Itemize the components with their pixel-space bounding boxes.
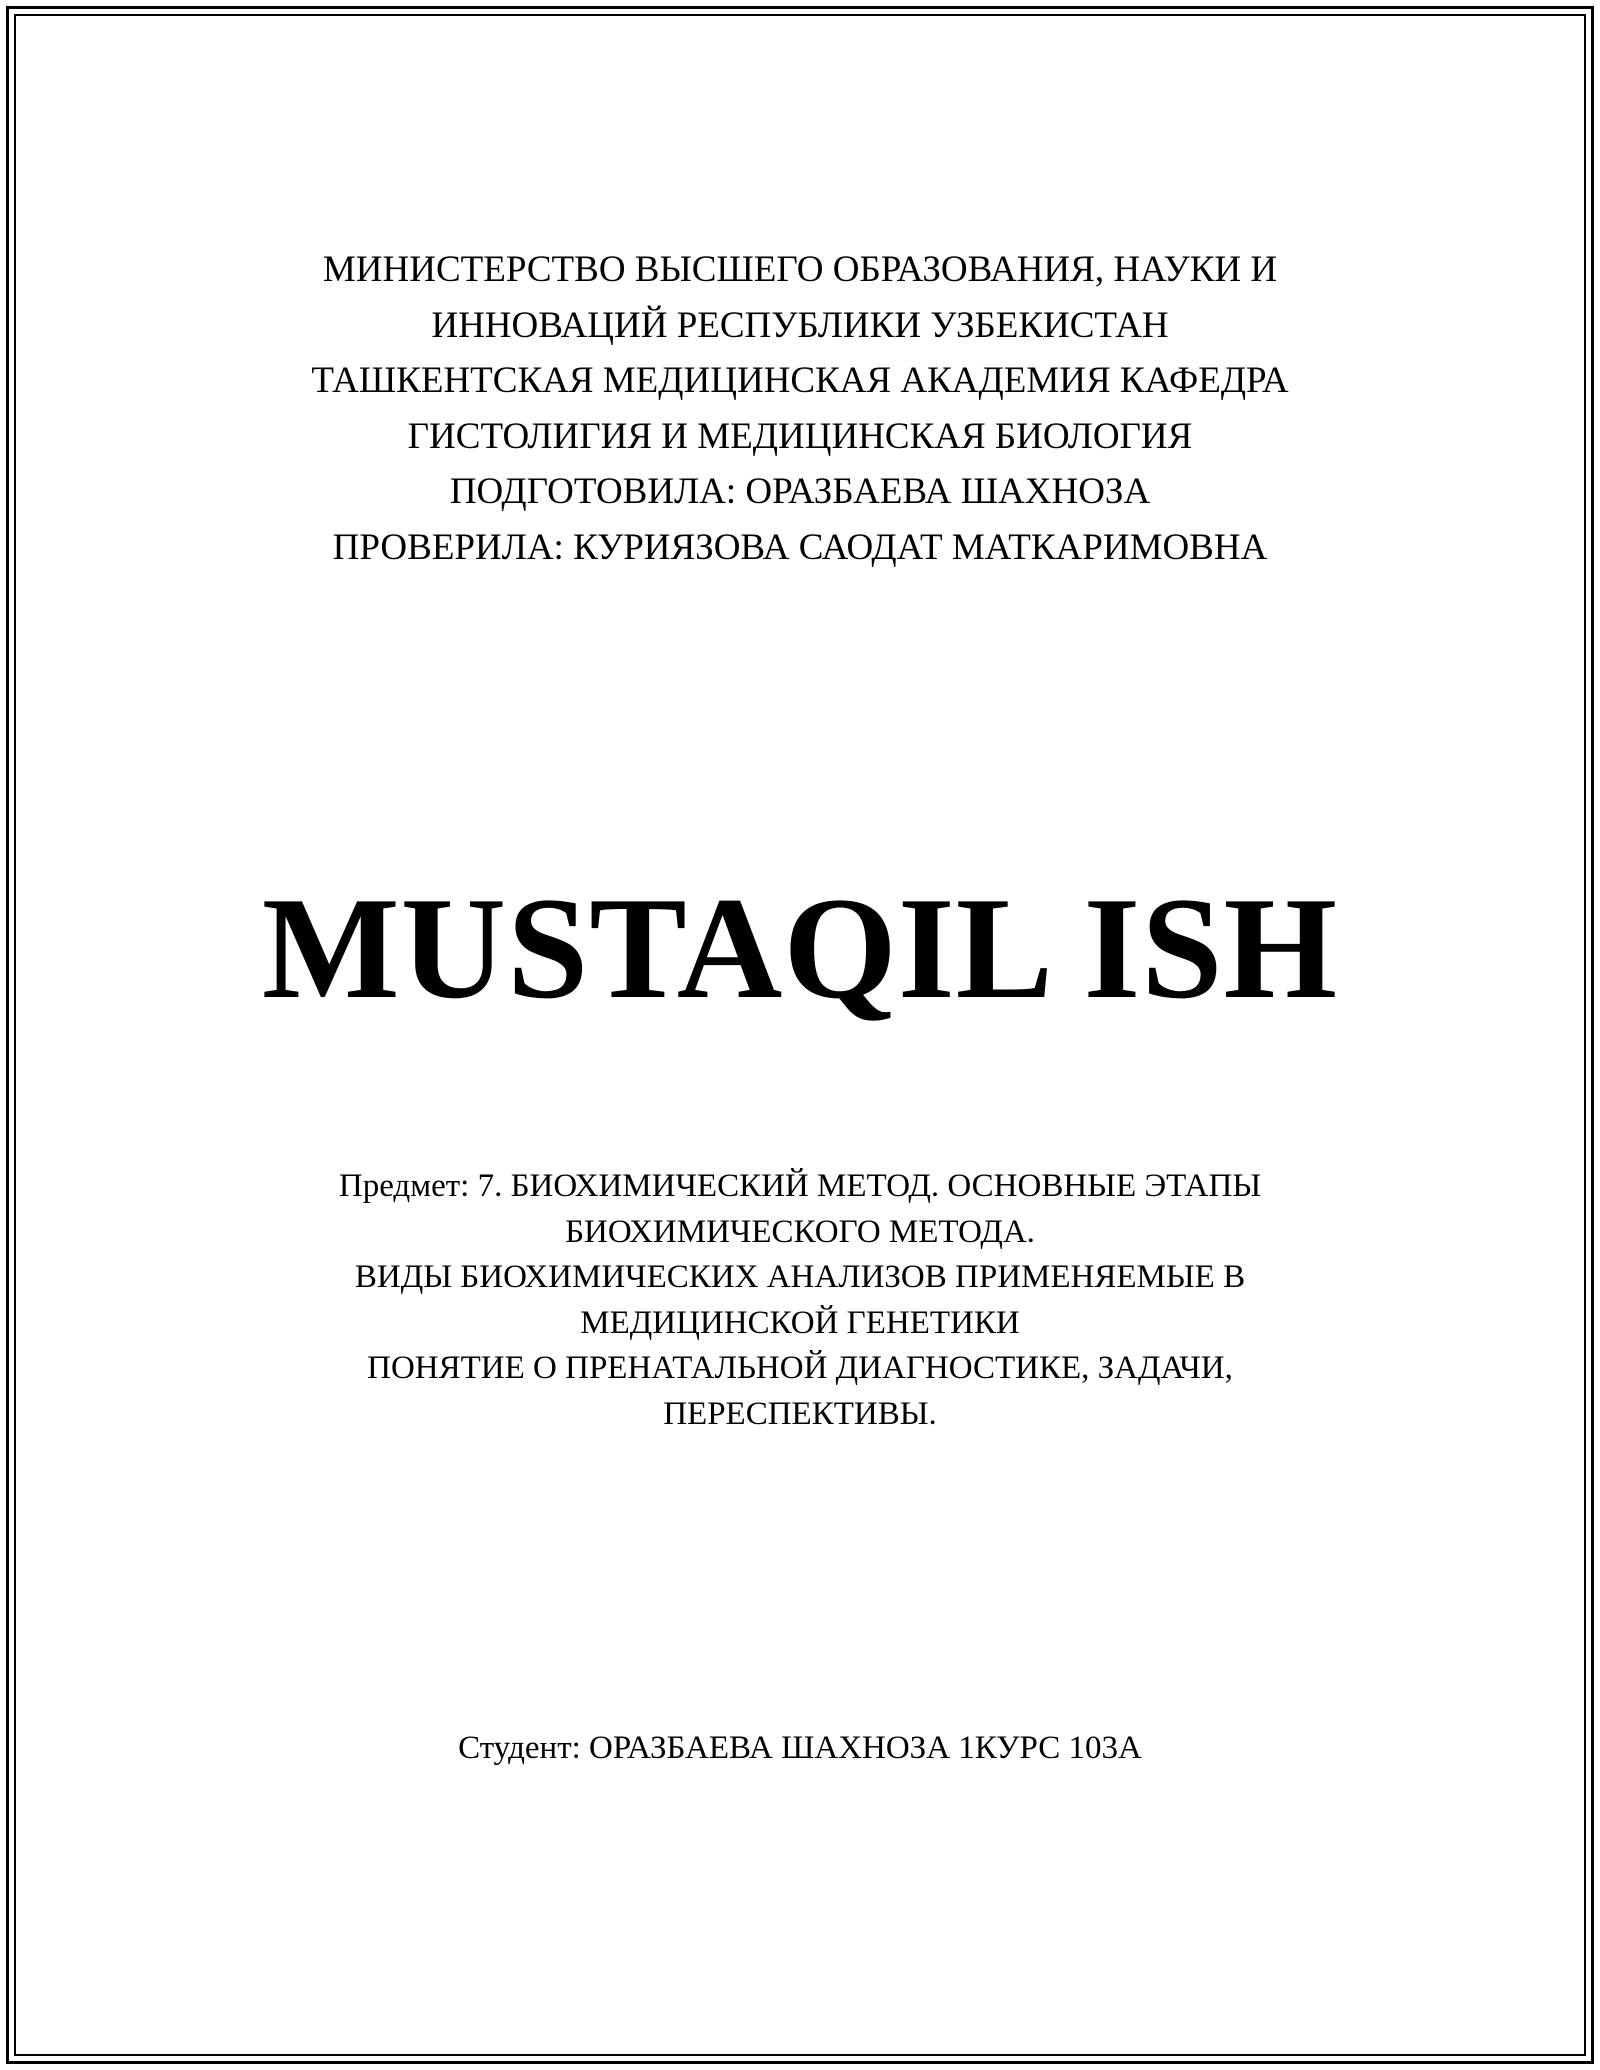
header-line-ministry-1: МИНИСТЕРСТВО ВЫСШЕГО ОБРАЗОВАНИЯ, НАУКИ И xyxy=(322,249,1278,290)
subject-line-3: ВИДЫ БИОХИМИЧЕСКИХ АНАЛИЗОВ ПРИМЕНЯЕМЫЕ В xyxy=(354,1259,1246,1295)
header-line-checked-by: ПРОВЕРИЛА: КУРИЯЗОВА САОДАТ МАТКАРИМОВНА xyxy=(332,526,1268,568)
header-line-prepared-by: ПОДГОТОВИЛА: ОРАЗБАЕВА ШАХНОЗА xyxy=(449,471,1151,512)
subject-block xyxy=(0,1164,1600,1437)
header-line-ministry-2: ИННОВАЦИЙ РЕСПУБЛИКИ УЗБЕКИСТАН xyxy=(431,304,1169,346)
subject-line-4: МЕДИЦИНСКОЙ ГЕНЕТИКИ xyxy=(580,1304,1020,1341)
document-title: MUSTAQIL ISH xyxy=(261,867,1339,1029)
student-info: Студент: ОРАЗБАЕВА ШАХНОЗА 1КУРС 103А xyxy=(458,1730,1142,1766)
header-line-department: ГИСТОЛИГИЯ И МЕДИЦИНСКАЯ БИОЛОГИЯ xyxy=(407,415,1193,457)
subject-line-2: БИОХИМИЧЕСКОГО МЕТОДА. xyxy=(565,1213,1035,1250)
header-line-academy: ТАШКЕНТСКАЯ МЕДИЦИНСКАЯ АКАДЕМИЯ КАФЕДРА xyxy=(311,360,1289,401)
subject-line-6: ПЕРЕСПЕКТИВЫ. xyxy=(663,1395,937,1432)
subject-line-1: Предмет: 7. БИОХИМИЧЕСКИЙ МЕТОД. ОСНОВНЫЕ ЭТАПЫ xyxy=(338,1168,1262,1204)
institution-header xyxy=(0,242,1600,575)
subject-line-5: ПОНЯТИЕ О ПРЕНАТАЛЬНОЙ ДИАГНОСТИКЕ, ЗАДАЧИ, xyxy=(367,1350,1233,1386)
